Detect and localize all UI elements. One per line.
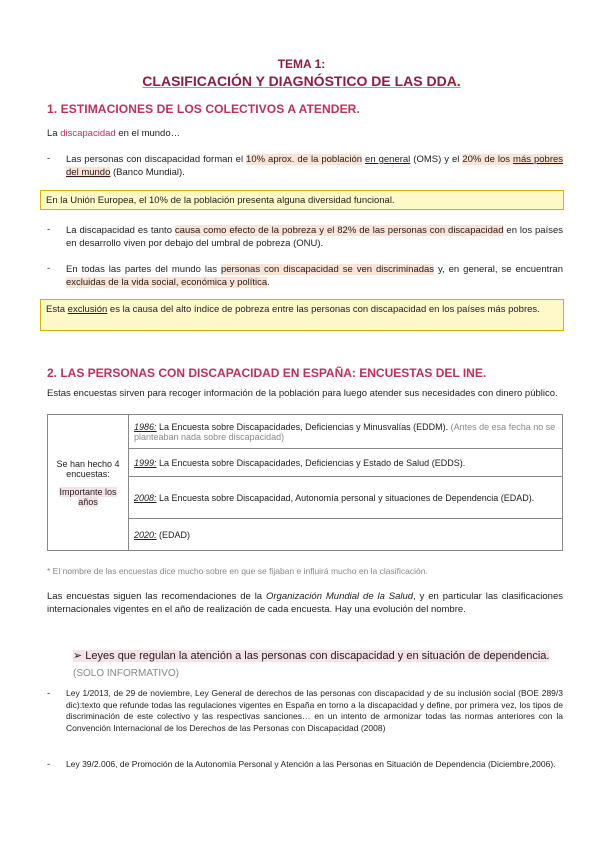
bullet-poverty: La discapacidad es tanto causa como efecto de la pobreza y el 82% de las personas con discapacidad en los países en desarrollo viven por debajo del umbral de pobreza (ONU).	[66, 225, 563, 249]
section1-intro: La discapacidad en el mundo…	[47, 128, 181, 139]
law-item: Ley 1/2013, de 29 de noviembre, Ley General de derechos de las personas con discapacidad y de su inclusión social (BOE 289/3 dic):texto que refunde todas las regulaciones vigentes en España en torno a la discapacidad y define, por primera vez, los tipos de discriminación de este colectivo y las respectivas sanciones… en un intento de armonizar todas las normas anteriores con la Convención Internacional de los Derechos de las Personas con Discapacidad (2008)	[66, 688, 563, 733]
bullet-discrimination: En todas las partes del mundo las personas con discapacidad se ven discriminadas y, en general, se encuentran excluidas de la vida social, económica y política.	[66, 264, 563, 288]
law-item: Ley 39/2.006, de Promoción de la Autonomía Personal y Atención a las Personas en Situación de Dependencia (Diciembre,2006).	[66, 759, 556, 769]
survey-row: 1999: La Encuesta sobre Discapacidades, Deficiencias y Estado de Salud (EDDS).	[129, 449, 563, 477]
bullet-world-stats: Las personas con discapacidad forman el 10% aprox. de la población en general (OMS) y el 20% de los más pobres del mundo (Banco Mundial).	[66, 154, 564, 178]
bullet-marker: -	[47, 263, 51, 274]
survey-row: 1986: La Encuesta sobre Discapacidades, Deficiencias y Minusvalías (EDDM). (Antes de esa fecha no se planteaban nada sobre discapacidad)	[129, 415, 563, 449]
oms-paragraph: Las encuestas siguen las recomendaciones de la Organización Mundial de la Salud, y en particular las clasificaciones internacionales vigentes en el año de realización de cada encuesta. Hay una evolución del nombre.	[47, 591, 564, 615]
bullet-marker: -	[47, 759, 51, 770]
exclusion-highlight-box: Esta exclusión es la causa del alto índice de pobreza entre las personas con discapacidad en los países más pobres.	[40, 299, 564, 331]
section2-heading: 2. LAS PERSONAS CON DISCAPACIDAD EN ESPAÑA: ENCUESTAS DEL INE.	[47, 366, 487, 380]
surveys-summary-cell: Se han hecho 4 encuestas: Importante los años	[48, 415, 129, 551]
surveys-table	[47, 414, 563, 551]
survey-row: 2008: La Encuesta sobre Discapacidad, Autonomía personal y situaciones de Dependencia (EDAD).	[129, 477, 563, 519]
section2-intro: Estas encuestas sirven para recoger información de la población para luego atender sus necesidades con dinero público.	[47, 388, 558, 399]
eu-highlight-box: En la Unión Europea, el 10% de la población presenta alguna diversidad funcional.	[40, 190, 564, 210]
page-title: CLASIFICACIÓN Y DIAGNÓSTICO DE LAS DDA.	[142, 73, 461, 89]
topic-label: TEMA 1:	[277, 57, 326, 71]
arrow-icon: ➢	[73, 650, 83, 662]
bullet-marker: -	[47, 153, 51, 164]
bullet-marker: -	[47, 688, 51, 699]
laws-heading: ➢ Leyes que regulan la atención a las personas con discapacidad y en situación de dependencia. (SOLO INFORMATIVO)	[73, 650, 550, 679]
survey-row: 2020: (EDAD)	[129, 519, 563, 551]
section1-heading: 1. ESTIMACIONES DE LOS COLECTIVOS A ATENDER.	[47, 102, 360, 116]
bullet-marker: -	[47, 224, 51, 235]
surveys-footnote: * El nombre de las encuestas dice mucho sobre en que se fijaban e influirá mucho en la clasificación.	[47, 566, 428, 576]
